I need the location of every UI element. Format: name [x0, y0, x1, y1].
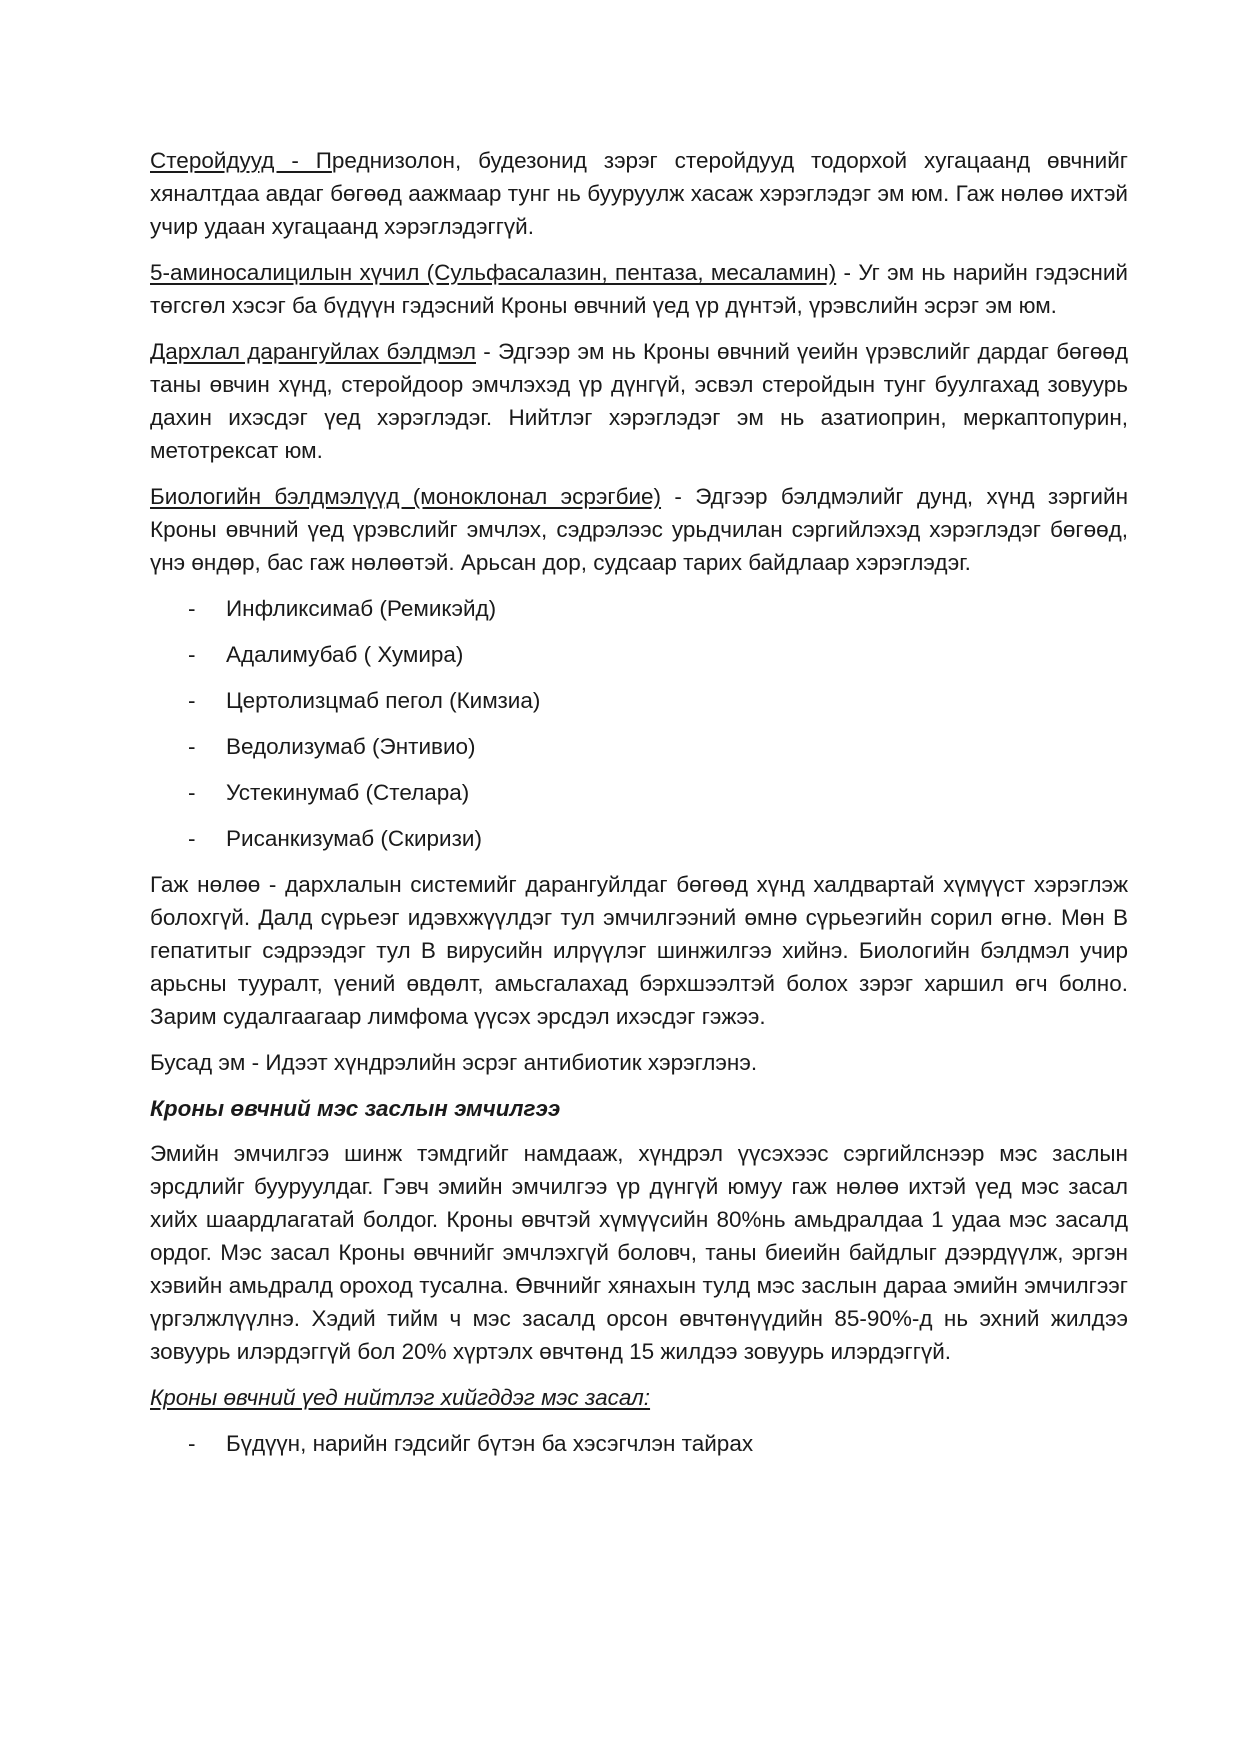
aminosalicylates-term: 5-аминосалицилын хүчил (Сульфасалазин, пентаза, месаламин): [150, 260, 837, 285]
steroids-term: Стеройдууд - П: [150, 148, 332, 173]
side-effects-paragraph: Гаж нөлөө - дархлалын системийг дарангуйлдаг бөгөөд хүнд халдвартай хүмүүст хэрэглэж болохгүй. Далд сүрьеэг идэвхжүүлдэг тул эмчилгээний өмнө сүрьеэгийн сорил өгнө. Мөн В гепатитыг сэдрээдэг тул В вирусийн илрүүлэг шинжилгээ хийнэ. Биологийн бэлдмэл учир арьсны тууралт, үений өвдөлт, амьсгалахад бэрхшээлтэй болох зэрэг харшил өгч болно. Зарим судалгаагаар лимфома үүсэх эрсдэл ихэсдэг гэжээ.: [150, 872, 1128, 1029]
list-item: - Ведолизумаб (Энтивио): [150, 730, 1128, 763]
surgery-list: [150, 1427, 1128, 1460]
biologics-paragraph: [150, 480, 1128, 579]
biologics-list: [150, 592, 1128, 855]
steroids-text: реднизолон, будезонид зэрэг стеройдууд тодорхой хугацаанд өвчнийг хяналтдаа авдаг бөгөөд аажмаар тунг нь бууруулж хасаж хэрэглэдэг эм юм. Гаж нөлөө ихтэй учир удаан хугацаанд хэрэглэдэггүй.: [150, 148, 1128, 239]
dash-bullet: -: [188, 826, 196, 851]
biologics-text: - Эдгээр бэлдмэлийг дунд, хүнд зэргийн Кроны өвчний үед үрэвслийг эмчлэх, сэдрэлээс урьдчилан сэргийлэхэд хэрэглэдэг бөгөөд, үнэ өндөр, бас гаж нөлөөтэй. Арьсан дор, судсаар тарих байдлаар хэрэглэдэг.: [150, 484, 1128, 575]
dash-bullet: -: [188, 780, 196, 805]
list-item: - Цертолизцмаб пегол (Кимзиа): [150, 684, 1128, 717]
dash-bullet: -: [188, 1431, 196, 1456]
immunosuppressants-paragraph: [150, 335, 1128, 467]
surgery-paragraph: Эмийн эмчилгээ шинж тэмдгийг намдааж, хүндрэл үүсэхээс сэргийлснээр мэс заслын эрсдлийг бууруулдаг. Гэвч эмийн эмчилгээ үр дүнгүй юмуу гаж нөлөө ихтэй үед мэс засал хийх шаардлагатай болдог. Кроны өвчтэй хүмүүсийн 80%нь амьдралдаа 1 удаа мэс засалд ордог. Мэс засал Кроны өвчнийг эмчлэхгүй боловч, таны биеийн байдлыг дээрдүүлж, эргэн хэвийн амьдралд ороход тусална. Өвчнийг хянахын тулд мэс заслын дараа эмийн эмчилгээг үргэлжлүүлнэ. Хэдий тийм ч мэс засалд орсон өвчтөнүүдийн 85-90%-д нь эхний жилдээ зовуурь илэрдэггүй бол 20% хүртэлх өвчтөнд 15 жилдээ зовуурь илэрдэггүй.: [150, 1141, 1128, 1364]
dash-bullet: -: [188, 688, 196, 713]
aminosalicylates-text: - Уг эм нь нарийн гэдэсний төгсгөл хэсэг ба бүдүүн гэдэсний Кроны өвчний үед үр дүнтэй, үрэвслийн эсрэг эм юм.: [150, 260, 1128, 318]
other-drugs-paragraph: Бусад эм - Идээт хүндрэлийн эсрэг антибиотик хэрэглэнэ.: [150, 1050, 758, 1075]
list-item: - Бүдүүн, нарийн гэдсийг бүтэн ба хэсэгчлэн тайрах: [150, 1427, 1128, 1460]
steroids-paragraph: [150, 144, 1128, 243]
list-item: - Адалимубаб ( Хумира): [150, 638, 1128, 671]
list-item: - Рисанкизумаб (Скиризи): [150, 822, 1128, 855]
surgery-subheading: Кроны өвчний үед нийтлэг хийгддэг мэс засал:: [150, 1385, 651, 1410]
list-item: - Инфликсимаб (Ремикэйд): [150, 592, 1128, 625]
biologics-term: Биологийн бэлдмэлүүд (моноклонал эсрэгбие): [150, 484, 662, 509]
aminosalicylates-paragraph: [150, 256, 1128, 322]
surgery-heading: Кроны өвчний мэс заслын эмчилгээ: [150, 1096, 561, 1121]
dash-bullet: -: [188, 734, 196, 759]
dash-bullet: -: [188, 642, 196, 667]
list-item: - Устекинумаб (Стелара): [150, 776, 1128, 809]
dash-bullet: -: [188, 596, 196, 621]
immunosuppressants-term: Дархлал дарангуйлах бэлдмэл: [150, 339, 476, 364]
immunosuppressants-text: - Эдгээр эм нь Кроны өвчний үеийн үрэвслийг дардаг бөгөөд таны өвчин хүнд, стеройдоор эмчлэхэд үр дүнгүй, эсвэл стеройдын тунг буулгахад зовуурь дахин ихэсдэг үед хэрэглэдэг. Нийтлэг хэрэглэдэг эм нь азатиоприн, меркаптопурин, метотрексат юм.: [150, 339, 1128, 463]
